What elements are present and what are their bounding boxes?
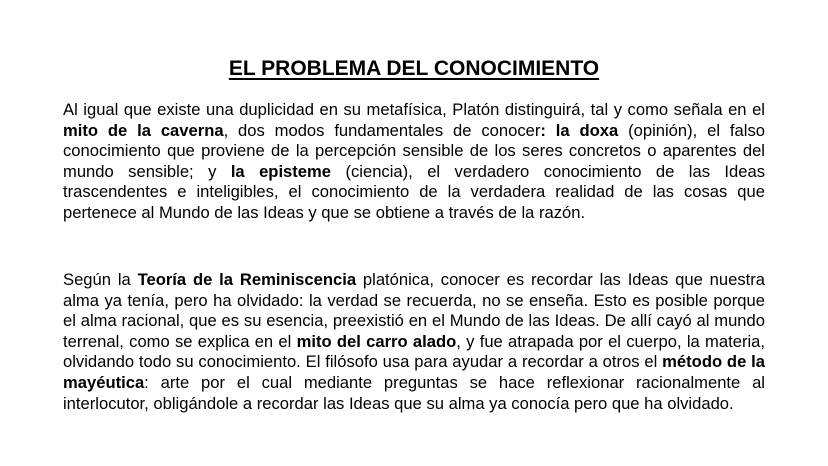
text-segment: : arte por el cual mediante preguntas se hace reflexionar racionalmente al interlocutor, obligándole a recordar las Ideas que su alma ya conocía pero que ha olvidado. <box>63 372 765 413</box>
text-segment: , dos modos fundamentales de conocer <box>223 120 541 140</box>
paragraph-doxa-episteme <box>63 100 765 224</box>
bold-term-mito-carro-alado: mito del carro alado <box>296 331 457 351</box>
bold-term-mito-caverna: mito de la caverna <box>63 120 224 140</box>
bold-term-doxa: : la doxa <box>540 120 619 140</box>
bold-term-episteme: la episteme <box>230 161 332 181</box>
text-segment: Al igual que existe una duplicidad en su metafísica, Platón distinguirá, tal y como señala en el <box>63 100 765 119</box>
text-segment: , y fue atrapada por el cuerpo, la materia, olvidando todo su conocimiento. El filósofo usa para ayudar a recordar a otros el <box>63 331 765 372</box>
text-segment: (opinión), el falso conocimiento que proviene de la percepción sensible de los seres concretos o aparentes del mundo sensible; y <box>63 120 765 181</box>
paragraph-reminiscencia <box>63 270 765 414</box>
document-title: EL PROBLEMA DEL CONOCIMIENTO <box>228 57 600 80</box>
bold-term-mayeutica: método de la mayéutica <box>63 352 765 392</box>
text-segment: Según la <box>63 270 138 289</box>
text-segment: platónica, conocer es recordar las Ideas que nuestra alma ya tenía, pero ha olvidado: la verdad se recuerda, no se enseña. Esto es posible porque el alma racional, que es su esencia, preexistió en el Mundo de las Ideas. De allí cayó al mundo terrenal, como se explica en el <box>63 270 765 351</box>
text-segment: (ciencia), el verdadero conocimiento de las Ideas trascendentes e inteligibles, el conocimiento de la verdadera realidad de las cosas que pertenece al Mundo de las Ideas y que se obtiene a través de la razón. <box>63 161 766 222</box>
bold-term-teoria-reminiscencia: Teoría de la Reminiscencia <box>137 270 357 289</box>
